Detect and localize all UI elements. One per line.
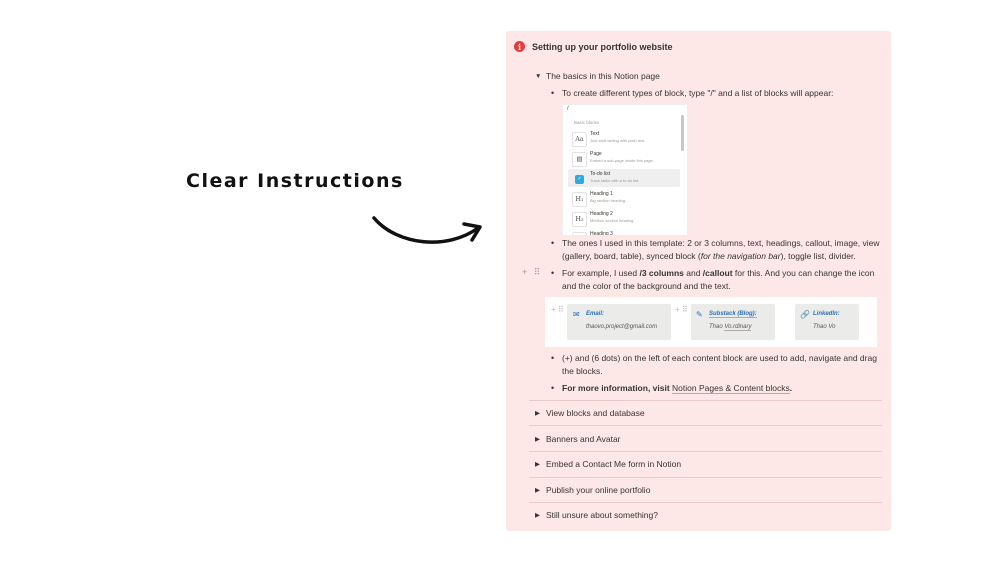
menu-item-text: Aa Text Just start writing with plain text. [568,129,680,147]
toggle-open-icon[interactable]: ▼ [535,72,542,80]
bullet-text: For more information, visit Notion Pages & Content blocks. [562,383,793,393]
add-block-icon: + ⠿ [551,305,564,314]
mail-icon: ✉ [573,310,580,319]
toggle-closed-icon[interactable]: ▶ [535,461,540,468]
email-card: ✉ Email: thaovo.project@gmail.com [567,304,671,340]
notion-docs-link[interactable]: Notion Pages & Content blocks [672,383,790,393]
menu-item-heading1: H₁ Heading 1 Big section heading. [568,189,680,207]
link-icon: 🔗 [800,310,810,319]
substack-card: ✎ Substack (Blog): Thao Vo.rdinary [691,304,775,340]
toggle-label: Embed a Contact Me form in Notion [546,459,682,469]
bullet-text: To create different types of block, type "/" and a list of blocks will appear: [562,88,834,98]
callout-header [514,41,673,52]
callout-columns-example [545,297,877,347]
text-icon: Aa [572,132,587,147]
heading2-icon: H₂ [572,212,587,227]
divider [529,502,882,503]
menu-item-heading2: H₂ Heading 2 Medium section heading. [568,209,680,227]
linkedin-card: 🔗 LinkedIn: Thao Vo [795,304,859,340]
add-block-icon: + ⠿ [675,305,688,314]
callout-block[interactable]: i Setting up your portfolio website ▼ The basics in this Notion page • To create different types of block, type "/" and a list of blocks will appear: / Basic blocks Aa Text Just start writing with plain text. ▤ Page Embed a sub-page inside this page. ✓ To-do list Track tasks with a to-do list. H₁ Heading 1 Big section heading. H₂ Heading 2 Medium section heading. Heading 3 • The ones I used in this template: 2 or 3 columns, text, headings, callout, image, view (gallery, board, table), synced block (for the navigation bar), toggle list, divider. + ⠿ • For example, I used /3 columns and /callout for this. And you can change the icon and the color of the background and the text. + ⠿ ✉ Email: thaovo.project@gmail.com + ⠿ ✎ Substack (Blog): Thao Vo.rdinary 🔗 LinkedIn: Thao Vo • (+) and (6 dots) on the left of each content block are used to add, navigate and drag the blocks. • For more information, visit Notion Pages & Content blocks. ▶ View blocks and database ▶ Banners and Avatar ▶ Embed a Contact Me form in Notion ▶ Publish your online portfolio ▶ Still unsure about something? [506,31,891,531]
toggle-closed-icon[interactable]: ▶ [535,410,540,417]
toggle-label: View blocks and database [546,408,645,418]
menu-item-todo: ✓ To-do list Track tasks with a to-do list. [568,169,680,187]
heading1-icon: H₁ [572,192,587,207]
bullet-text: (+) and (6 dots) on the left of each content block are used to add, navigate and drag the blocks. [562,353,877,376]
divider [529,425,882,426]
menu-header: Basic blocks [574,120,600,125]
toggle-view-blocks[interactable] [535,408,645,418]
slash-command: / [567,106,569,112]
checkbox-icon: ✓ [575,175,584,184]
toggle-banners[interactable] [535,434,621,444]
menu-scrollbar [681,115,684,151]
toggle-label: Publish your online portfolio [546,485,651,495]
menu-item-heading3: Heading 3 [568,229,680,236]
divider [529,477,882,478]
toggle-closed-icon[interactable]: ▶ [535,487,540,494]
toggle-closed-icon[interactable]: ▶ [535,512,540,519]
callout-title: Setting up your portfolio website [532,41,673,52]
bullet-text: The ones I used in this template: 2 or 3 columns, text, headings, callout, image, view (gallery, board, table), synced block (for the navigation bar), toggle list, divider. [562,238,880,261]
block-menu-screenshot [562,104,688,236]
toggle-closed-icon[interactable]: ▶ [535,436,540,443]
toggle-still-unsure[interactable] [535,510,658,520]
heading3-icon [572,232,587,236]
toggle-publish[interactable] [535,485,650,495]
bullet-text: For example, I used /3 columns and /callout for this. And you can change the icon and the color of the background and the text. [562,268,875,291]
divider [529,451,882,452]
page-icon: ▤ [572,152,587,167]
drag-handle-icon[interactable]: + ⠿ [522,267,543,277]
toggle-label: The basics in this Notion page [546,71,660,81]
info-icon[interactable]: i [514,41,525,52]
toggle-label: Still unsure about something? [546,510,658,520]
pen-icon: ✎ [696,310,703,319]
toggle-label: Banners and Avatar [546,434,621,444]
menu-item-page: ▤ Page Embed a sub-page inside this page. [568,149,680,167]
divider [529,400,882,401]
curved-arrow-icon [368,210,488,255]
toggle-contact-form[interactable] [535,459,681,469]
toggle-basics[interactable] [535,71,660,81]
headline-title: Clear Instructions [186,170,404,192]
